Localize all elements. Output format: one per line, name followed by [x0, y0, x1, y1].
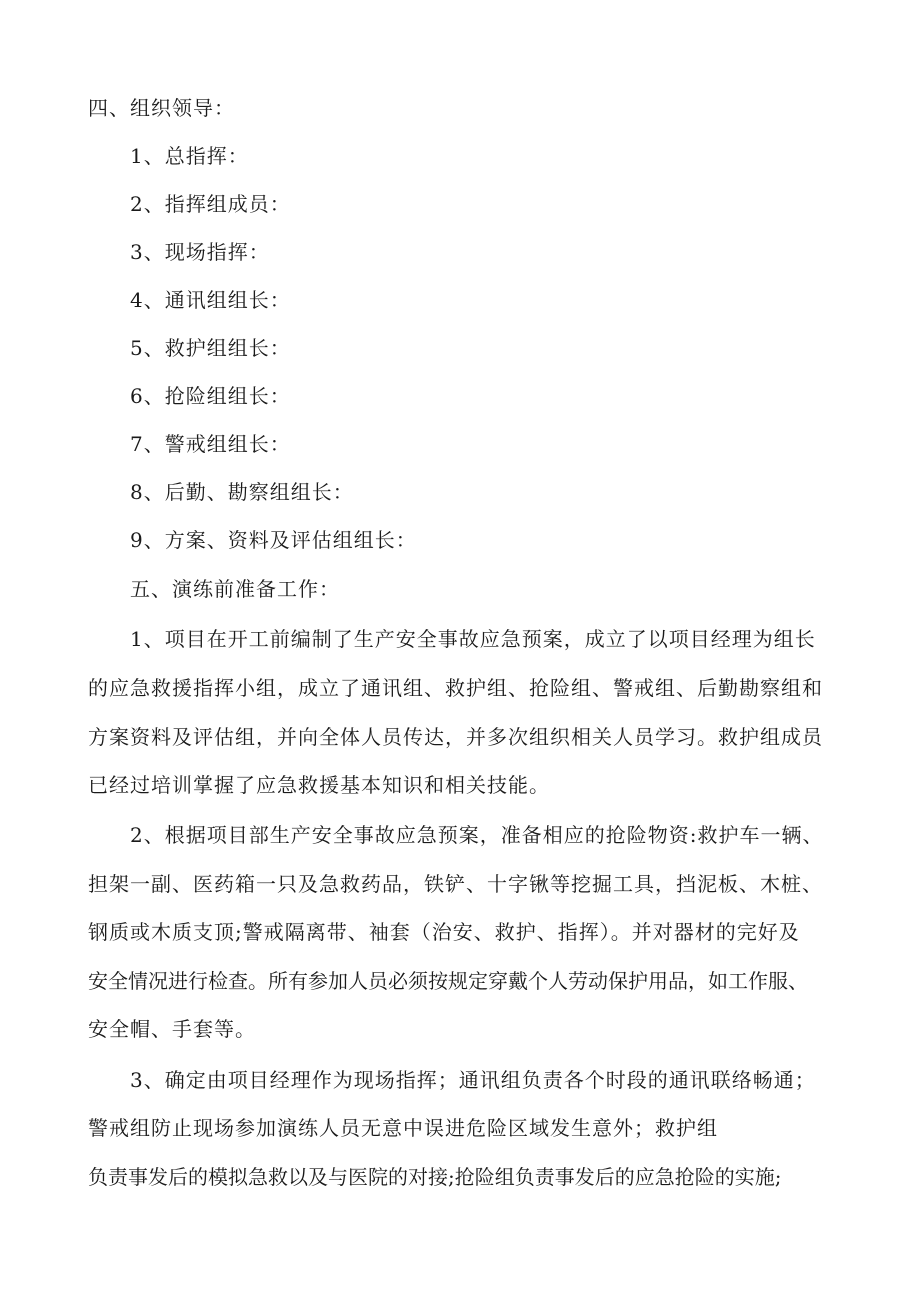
paragraph-line: 方案资料及评估组，并向全体人员传达，并多次组织相关人员学习。救护组成员 [88, 725, 823, 749]
paragraph-line: 1、项目在开工前编制了生产安全事故应急预案，成立了以项目经理为组长 [130, 627, 816, 651]
section-4-heading: 四、组织领导： [88, 96, 235, 120]
list-item: 5、救护组组长： [130, 336, 291, 360]
paragraph-line: 3、确定由项目经理作为现场指挥；通讯组负责各个时段的通讯联络畅通； [130, 1068, 816, 1092]
list-item: 7、警戒组组长： [130, 432, 291, 456]
paragraph-line: 钢质或木质支顶;警戒隔离带、袖套（治安、救护、指挥）。并对器材的完好及 [88, 920, 800, 944]
list-item: 2、指挥组成员： [130, 192, 291, 216]
paragraph-line: 警戒组防止现场参加演练人员无意中误进危险区域发生意外；救护组 [88, 1116, 718, 1140]
paragraph-line: 负责事发后的模拟急救以及与医院的对接;抢险组负责事发后的应急抢险的实施; [88, 1165, 782, 1189]
paragraph-line: 2、根据项目部生产安全事故应急预案，准备相应的抢险物资:救护车一辆、 [130, 823, 824, 847]
paragraph-line: 安全情况进行检查。所有参加人员必须按规定穿戴个人劳动保护用品，如工作服、 [88, 969, 808, 993]
paragraph-line: 已经过培训掌握了应急救援基本知识和相关技能。 [88, 773, 550, 797]
list-item: 9、方案、资料及评估组组长： [130, 528, 417, 552]
list-item: 4、通讯组组长： [130, 288, 291, 312]
list-item: 1、总指挥： [130, 144, 249, 168]
list-item: 8、后勤、勘察组组长： [130, 480, 354, 504]
list-item: 6、抢险组组长： [130, 384, 291, 408]
paragraph-line: 担架一副、医药箱一只及急救药品，铁铲、十字锹等挖掘工具，挡泥板、木桩、 [88, 872, 823, 896]
paragraph-line: 安全帽、手套等。 [88, 1017, 256, 1041]
paragraph-line: 的应急救援指挥小组，成立了通讯组、救护组、抢险组、警戒组、后勤勘察组和 [88, 676, 823, 700]
list-item: 3、现场指挥： [130, 240, 270, 264]
section-5-heading: 五、演练前准备工作： [130, 577, 340, 601]
